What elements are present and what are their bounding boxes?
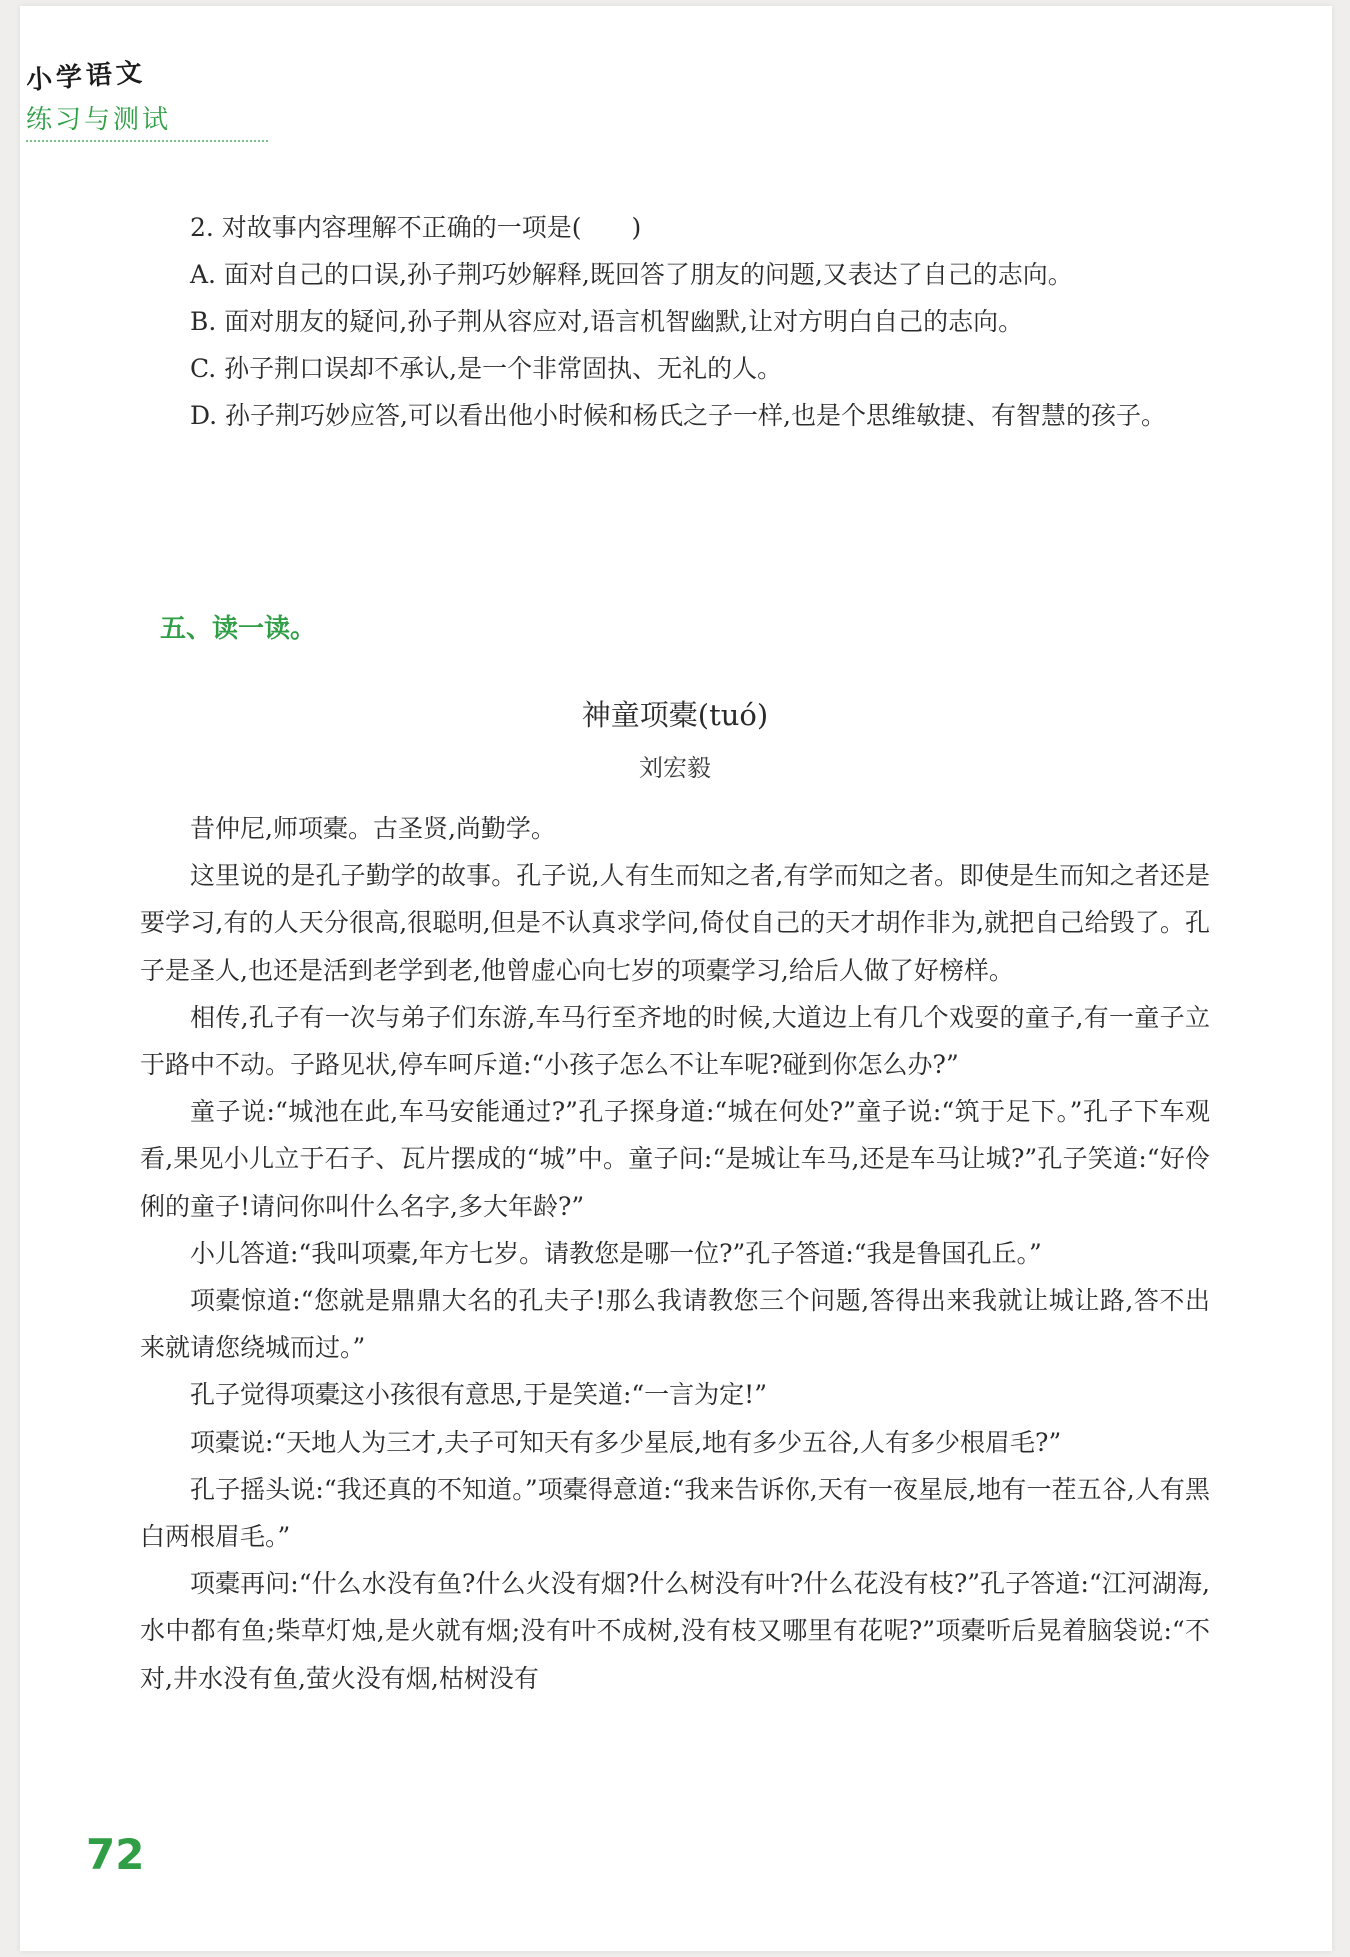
brand-title: 小学语文	[25, 57, 147, 96]
question-2	[140, 204, 1210, 439]
section-heading: 五、读一读。	[160, 614, 317, 644]
option-b: B. 面对朋友的疑问,孙子荆从容应对,语言机智幽默,让对方明白自己的志向。	[190, 307, 1024, 336]
article-paragraph: 相传,孔子有一次与弟子们东游,车马行至齐地的时候,大道边上有几个戏耍的童子,有一童子立于路中不动。子路见状,停车呵斥道:“小孩子怎么不让车呢?碰到你怎么办?”	[140, 1002, 1210, 1080]
question-stem: 2. 对故事内容理解不正确的一项是( )	[190, 213, 642, 242]
option-c: C. 孙子荆口误却不承认,是一个非常固执、无礼的人。	[190, 354, 783, 383]
article-paragraph: 项橐再问:“什么水没有鱼?什么火没有烟?什么树没有叶?什么花没有枝?”孔子答道:“江河湖海,水中都有鱼;柴草灯烛,是火就有烟;没有叶不成树,没有枝又哪里有花呢?”项橐听后晃着脑袋说:“不对,井水没有鱼,萤火没有烟,枯树没有	[140, 1569, 1210, 1693]
article-paragraph: 孔子觉得项橐这小孩很有意思,于是笑道:“一言为定!”	[190, 1380, 767, 1410]
option-a: A. 面对自己的口误,孙子荆巧妙解释,既回答了朋友的问题,又表达了自己的志向。	[190, 260, 1073, 289]
article-paragraph: 项橐惊道:“您就是鼎鼎大名的孔夫子!那么我请教您三个问题,答得出来我就让城让路,答不出来就请您绕城而过。”	[140, 1286, 1210, 1363]
article-title: 神童项橐(tuó)	[581, 698, 769, 732]
article-author: 刘宏毅	[639, 754, 711, 782]
page-number: 72	[86, 1830, 145, 1879]
article-paragraph: 这里说的是孔子勤学的故事。孔子说,人有生而知之者,有学而知之者。即使是生而知之者还是要学习,有的人天分很高,很聪明,但是不认真求学问,倚仗自己的天才胡作非为,就把自己给毁了。孔子是圣人,也还是活到老学到老,他曾虚心向七岁的项橐学习,给后人做了好榜样。	[140, 861, 1210, 985]
article-body	[140, 805, 1210, 1702]
brand-subtitle: 练习与测试	[26, 99, 268, 142]
article-paragraph: 童子说:“城池在此,车马安能通过?”孔子探身道:“城在何处?”童子说:“筑于足下。”孔子下车观看,果见小儿立于石子、瓦片摆成的“城”中。童子问:“是城让车马,还是车马让城?”孔子笑道:“好伶俐的童子!请问你叫什么名字,多大年龄?”	[140, 1097, 1210, 1221]
brand-header	[25, 57, 268, 142]
article-paragraph: 孔子摇头说:“我还真的不知道。”项橐得意道:“我来告诉你,天有一夜星辰,地有一茬五谷,人有黑白两根眉毛。”	[140, 1474, 1210, 1552]
article-paragraph: 项橐说:“天地人为三才,夫子可知天有多少星辰,地有多少五谷,人有多少根眉毛?”	[190, 1427, 1062, 1457]
option-d: D. 孙子荆巧妙应答,可以看出他小时候和杨氏之子一样,也是个思维敏捷、有智慧的孩子。	[190, 401, 1166, 430]
article-paragraph: 小儿答道:“我叫项橐,年方七岁。请教您是哪一位?”孔子答道:“我是鲁国孔丘。”	[190, 1238, 1042, 1268]
article-paragraph: 昔仲尼,师项橐。古圣贤,尚勤学。	[190, 814, 556, 843]
